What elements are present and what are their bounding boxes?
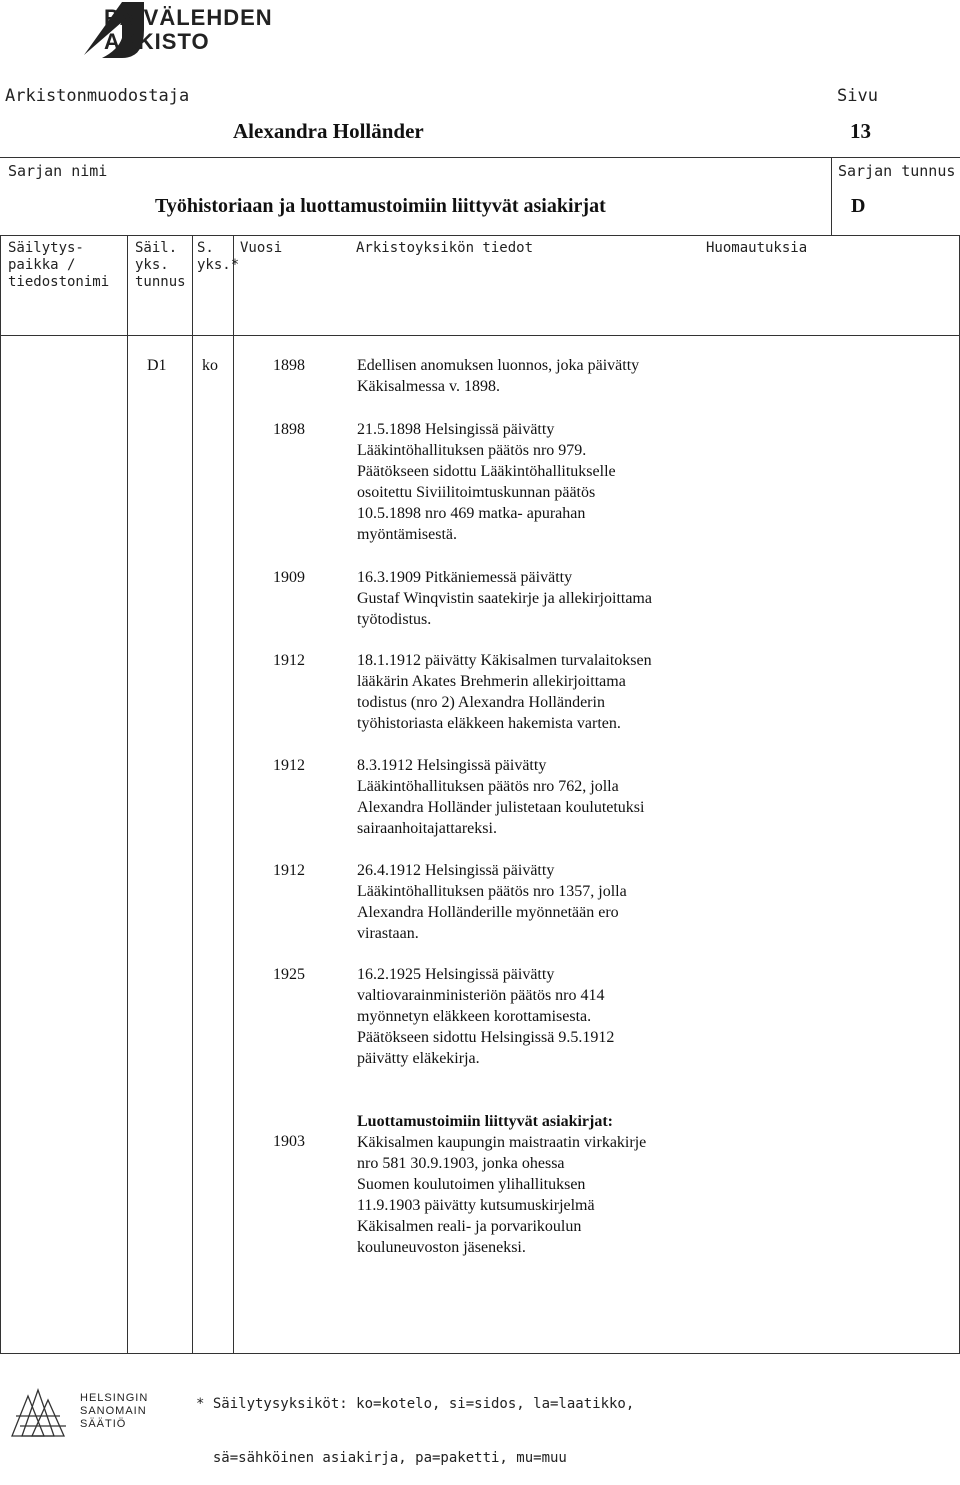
col-header-year: Vuosi	[240, 240, 283, 256]
col-header-notes: Huomautuksia	[706, 240, 808, 256]
archive-creator-name: Alexandra Holländer	[233, 119, 424, 143]
series-name-label: Sarjan nimi	[8, 162, 108, 180]
entry-year: 1898	[273, 357, 305, 374]
col-header-unit-type-line: yks.*	[197, 257, 240, 273]
col-header-unit-type	[197, 240, 239, 274]
entry-line: lääkärin Akates Brehmerin allekirjoittama	[357, 673, 626, 690]
series-id: D	[851, 195, 866, 217]
unit-id: D1	[147, 357, 167, 374]
entry-line: Lääkintöhallituksen päätös nro 762, jolla	[357, 778, 619, 795]
col-header-unit-type-line: S.	[197, 240, 214, 256]
entry-line: Päätökseen sidottu Lääkintöhallitukselle	[357, 463, 616, 480]
entry-line: Edellisen anomuksen luonnos, joka päivätty	[357, 357, 640, 374]
entry-text	[357, 650, 737, 734]
entry-year: 1912	[273, 757, 305, 774]
entry-line: päivätty eläkekirja.	[357, 1050, 480, 1067]
entry-line: kouluneuvoston jäseneksi.	[357, 1239, 526, 1256]
table-header-bottom-border	[0, 335, 960, 336]
foundation-line: SANOMAIN	[80, 1405, 147, 1417]
entry-line: osoitettu Siviilitoimtuskunnan päätös	[357, 484, 596, 501]
entry-line: virastaan.	[357, 925, 419, 942]
entry-text	[357, 1111, 737, 1258]
entry-line: Alexandra Holländerille myönnetään ero	[357, 904, 619, 921]
entry-line: nro 581 30.9.1903, jonka ohessa	[357, 1155, 565, 1172]
footnote-line: sä=sähköinen asiakirja, pa=paketti, mu=muu	[196, 1450, 567, 1466]
entry-line: sairaanhoitajattareksi.	[357, 820, 497, 837]
entry-line: Päätökseen sidottu Helsingissä 9.5.1912	[357, 1029, 615, 1046]
footnote	[196, 1359, 634, 1485]
entry-line: Suomen koulutoimen ylihallituksen	[357, 1176, 586, 1193]
entry-year: 1925	[273, 966, 305, 983]
foundation-emblem-icon	[8, 1376, 78, 1440]
col-header-unit-id-line: tunnus	[135, 274, 186, 290]
entry-line: Lääkintöhallituksen päätös nro 979.	[357, 442, 587, 459]
entry-line: 11.9.1903 päivätty kutsumuskirjelmä	[357, 1197, 595, 1214]
column-divider-1	[127, 235, 128, 1354]
col-header-unit-id	[135, 240, 186, 291]
col-header-storage-line: paikka /	[8, 257, 76, 273]
entry-line: 10.5.1898 nro 469 matka- apurahan	[357, 505, 586, 522]
entry-year: 1912	[273, 652, 305, 669]
entry-line: 21.5.1898 Helsingissä päivätty	[357, 421, 555, 438]
footnote-line: * Säilytysyksiköt: ko=kotelo, si=sidos, la=laatikko,	[196, 1396, 635, 1412]
entry-line: Käkisalmen kaupungin maistraatin virkakirje	[357, 1134, 647, 1151]
entry-line: Gustaf Winqvistin saatekirje ja allekirjoittama	[357, 590, 652, 607]
entry-text	[357, 567, 737, 630]
column-divider-3	[233, 235, 234, 1354]
logo-line-2: ARKISTO	[104, 29, 210, 54]
entry-text	[357, 964, 737, 1069]
page-number: 13	[850, 119, 871, 143]
entry-line: Alexandra Holländer julistetaan koulutetuksi	[357, 799, 645, 816]
helsingin-sanomain-saatio-logo	[8, 1372, 158, 1442]
entry-line: 18.1.1912 päivätty Käkisalmen turvalaitoksen	[357, 652, 652, 669]
col-header-unit-id-line: Säil.	[135, 240, 178, 256]
entry-text	[357, 860, 737, 944]
column-divider-2	[192, 235, 193, 1354]
entry-line: valtiovarainministeriön päätös nro 414	[357, 987, 605, 1004]
entry-line: 16.3.1909 Pitkäniemessä päivätty	[357, 569, 573, 586]
entry-line: myönnetyn eläkkeen korottamisesta.	[357, 1008, 592, 1025]
col-header-storage-line: tiedostonimi	[8, 274, 110, 290]
logo-line-1: PÄIVÄLEHDEN	[104, 5, 273, 30]
col-header-unit-id-line: yks.	[135, 257, 169, 273]
series-id-divider	[831, 157, 832, 235]
header-divider	[0, 157, 960, 158]
entry-line: työhistoriasta eläkkeen hakemista varten.	[357, 715, 621, 732]
table-left-border	[0, 235, 1, 1354]
entry-line: 16.2.1925 Helsingissä päivätty	[357, 966, 555, 983]
entry-text	[357, 419, 737, 545]
entry-line: todistus (nro 2) Alexandra Holländerin	[357, 694, 605, 711]
page-label: Sivu	[837, 86, 878, 106]
table-bottom-border	[0, 1353, 960, 1354]
entry-year: 1912	[273, 862, 305, 879]
entry-line: myöntämisestä.	[357, 526, 457, 543]
entry-line: 26.4.1912 Helsingissä päivätty	[357, 862, 555, 879]
entry-line: Käkisalmessa v. 1898.	[357, 378, 500, 395]
unit-type: ko	[202, 357, 218, 374]
entry-year: 1898	[273, 421, 305, 438]
entry-year: 1909	[273, 569, 305, 586]
col-header-storage	[8, 240, 109, 291]
foundation-wordmark	[80, 1392, 148, 1431]
entry-line: työtodistus.	[357, 611, 432, 628]
archive-creator-label: Arkistonmuodostaja	[5, 86, 190, 106]
series-name: Työhistoriaan ja luottamustoimiin liittyvät asiakirjat	[155, 195, 606, 217]
entry-text	[357, 355, 737, 397]
col-header-info: Arkistoyksikön tiedot	[356, 240, 534, 256]
entry-heading: Luottamustoimiin liittyvät asiakirjat:	[357, 1113, 613, 1130]
table-top-border	[0, 235, 960, 236]
foundation-line: SÄÄTIÖ	[80, 1418, 127, 1430]
entry-line: Lääkintöhallituksen päätös nro 1357, jolla	[357, 883, 627, 900]
entry-text	[357, 755, 737, 839]
entry-line: Käkisalmen reali- ja porvarikoulun	[357, 1218, 582, 1235]
foundation-line: HELSINGIN	[80, 1392, 149, 1404]
entry-year: 1903	[273, 1133, 305, 1150]
col-header-storage-line: Säilytys-	[8, 240, 84, 256]
series-id-label: Sarjan tunnus	[838, 162, 956, 180]
entry-line: 8.3.1912 Helsingissä päivätty	[357, 757, 547, 774]
logo-wordmark	[104, 6, 273, 54]
